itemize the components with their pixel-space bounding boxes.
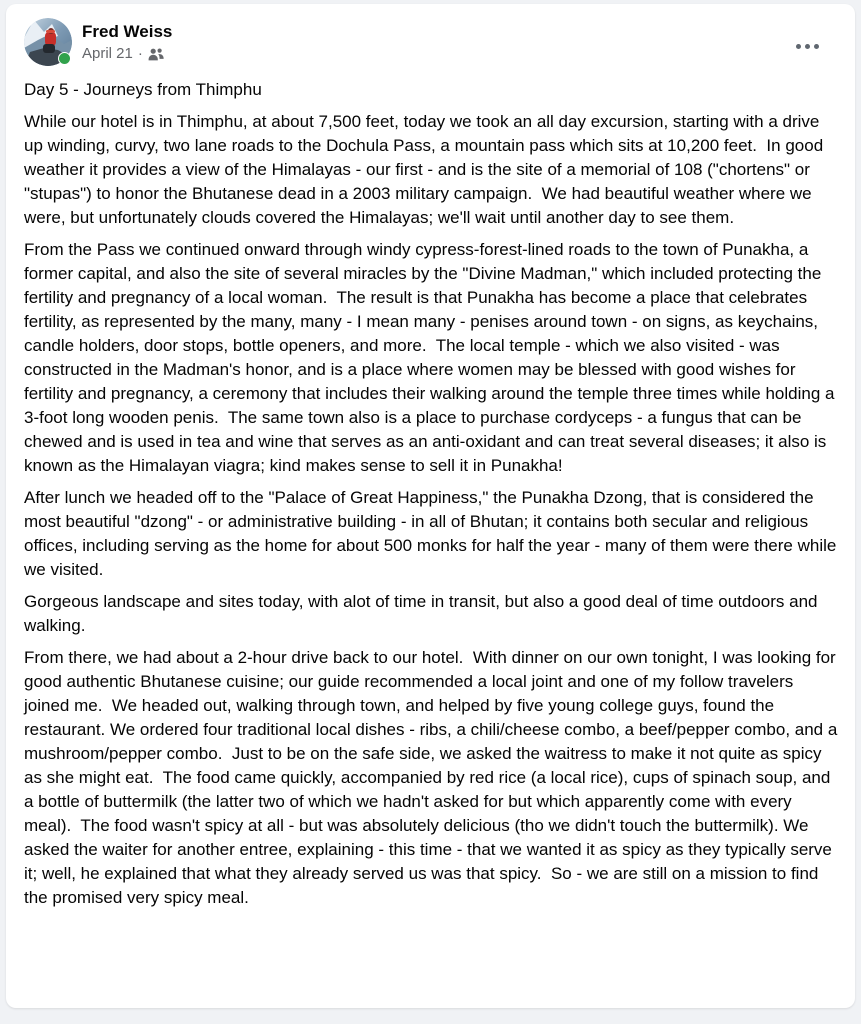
- avatar[interactable]: [24, 18, 72, 66]
- post-header-info: [82, 18, 172, 63]
- meta-separator: ·: [137, 45, 143, 62]
- post-header: [24, 18, 839, 66]
- post-meta: [82, 44, 172, 63]
- post-options-button[interactable]: [789, 32, 825, 60]
- facebook-post-card: [6, 4, 855, 1008]
- online-status-indicator: [58, 52, 71, 65]
- friends-icon: [148, 47, 164, 61]
- post-paragraph: Gorgeous landscape and sites today, with alot of time in transit, but also a good deal of time outdoors and walking.: [24, 592, 823, 635]
- post-timestamp[interactable]: April 21: [82, 45, 133, 62]
- post-paragraph: From there, we had about a 2-hour drive back to our hotel. With dinner on our own tonight, I was looking for good authentic Bhutanese cuisine; our guide recommended a local joint and one of my follow travelers joined me. We headed out, walking through town, and helped by five young college guys, found the restaurant. We ordered four traditional local dishes - ribs, a chili/cheese combo, a beef/pepper combo, and a mushroom/pepper combo. Just to be on the safe side, we asked the waitress to make it not quite as spicy as she might eat. The food came quickly, accompanied by red rice (a local rice), cups of spinach soup, and a bottle of buttermilk (the latter two of which we hadn't asked for but which apparently come with every meal). The food wasn't spicy at all - but was absolutely delicious (tho we didn't touch the buttermilk). We asked the waiter for another entree, explaining - this time - that we wanted it as spicy as they typically serve it; well, he explained that what they already served us was that spicy. So - we are still on a mission to find the promised very spicy meal.: [24, 648, 843, 907]
- post-paragraph: After lunch we headed off to the "Palace of Great Happiness," the Punakha Dzong, that is considered the most beautiful "dzong" - or administrative building - in all of Bhutan; it contains both secular and religious offices, including serving as the home for about 500 monks for half the year - many of them were there while we visited.: [24, 488, 842, 579]
- post-title: Day 5 - Journeys from Thimphu: [24, 80, 262, 99]
- author-name[interactable]: Fred Weiss: [82, 22, 173, 41]
- post-paragraph: While our hotel is in Thimphu, at about 7,500 feet, today we took an all day excursion, starting with a drive up winding, curvy, two lane roads to the Dochula Pass, a mountain pass which sits at 10,200 feet. In good weather it provides a view of the Himalayas - our first - and is the site of a memorial of 108 ("chortens" or "stupas") to honor the Bhutanese dead in a 2003 military campaign. We had beautiful weather where we were, but unfortunately clouds covered the Himalayas; we'll wait until another day to see them.: [24, 112, 828, 227]
- ellipsis-icon: [796, 44, 819, 49]
- post-body: [24, 78, 843, 910]
- post-paragraph: From the Pass we continued onward through windy cypress-forest-lined roads to the town of Punakha, a former capital, and also the site of several miracles by the "Divine Madman," which included protecting the fertility and pregnancy of a local woman. The result is that Punakha has become a place that celebrates fertility, as represented by the many, many - I mean many - penises around town - on signs, as keychains, candle holders, door stops, bottle openers, and more. The local temple - which we also visited - was constructed in the Madman's honor, and is a place where women may be blessed with good wishes for fertility and pregnancy, a ceremony that includes their walking around the temple three times while holding a 3-foot long wooden penis. The same town also is a place to purchase cordyceps - a fungus that can be chewed and is used in tea and wine that serves as an anti-oxidant and can treat several diseases; it also is known as the Himalayan viagra; kind makes sense to sell it in Punakha!: [24, 240, 840, 475]
